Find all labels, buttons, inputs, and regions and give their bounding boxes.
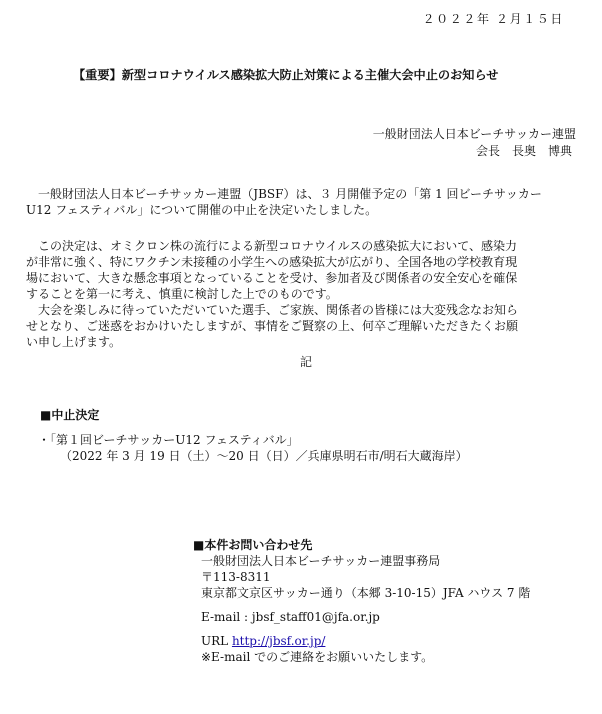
ki-marker: 記 xyxy=(300,355,313,369)
contact-office: 一般財団法人日本ビーチサッカー連盟事務局 xyxy=(201,554,441,568)
paragraph-line: 場において、大きな懸念事項となっていることを受け、参加者及び関係者の安全安心を確保 xyxy=(26,271,518,285)
section-heading: ■中止決定 xyxy=(40,408,100,422)
page-title: 【重要】新型コロナウイルス感染拡大防止対策による主催大会中止のお知らせ xyxy=(73,68,499,82)
event-detail: （2022 年 3 月 19 日（土）～20 日（日）／兵庫県明石市/明石大蔵海岸） xyxy=(60,449,468,463)
contact-postal: 〒113-8311 xyxy=(201,570,271,584)
paragraph-line: が非常に強く、特にワクチン未接種の小学生への感染拡大が広がり、全国各地の学校教育現 xyxy=(26,255,518,269)
paragraph-line: い申し上げます。 xyxy=(26,335,122,349)
cancelled-event xyxy=(38,432,468,464)
paragraph-line: 大会を楽しみに待っていただいていた選手、ご家族、関係者の皆様には大変残念なお知ら xyxy=(26,303,519,317)
website-link[interactable]: http://jbsf.or.jp/ xyxy=(231,634,326,648)
organization-name: 一般財団法人日本ビーチサッカー連盟 xyxy=(372,127,576,141)
representative-name: 会長 長奥 博典 xyxy=(475,144,572,158)
announcement-paragraph xyxy=(26,186,542,218)
paragraph-line: することを第一に考え、慎重に検討した上でのものです。 xyxy=(26,287,338,301)
url-label: URL xyxy=(201,634,232,648)
event-name: ・「第１回ビーチサッカーU12 フェスティバル」 xyxy=(38,433,299,447)
paragraph-line: この決定は、オミクロン株の流行による新型コロナウイルスの感染拡大において、感染力 xyxy=(26,239,518,253)
contact-email: E-mail : jbsf_staff01@jfa.or.jp xyxy=(201,610,380,624)
document-date: ２０２２年 ２月１５日 xyxy=(422,12,564,26)
contact-address: 東京都文京区サッカー通り（本郷 3-10-15）JFA ハウス 7 階 xyxy=(201,586,531,600)
paragraph-line: U12 フェスティバル」について開催の中止を決定いたしました。 xyxy=(26,203,378,217)
reason-paragraph xyxy=(26,238,518,350)
contact-note: ※E-mail でのご連絡をお願いいたします。 xyxy=(201,650,434,664)
contact-heading: ■本件お問い合わせ先 xyxy=(193,538,313,552)
issuer-block xyxy=(373,126,576,160)
paragraph-line: せとなり、ご迷惑をおかけいたしますが、事情をご賢察の上、何卒ご理解いただきたくお願 xyxy=(26,319,519,333)
contact-block xyxy=(193,537,530,665)
contact-url-row xyxy=(193,633,530,649)
paragraph-line: 一般財団法人日本ビーチサッカー連盟（JBSF）は、３ 月開催予定の「第 1 回ビーチサッカー xyxy=(26,187,542,201)
